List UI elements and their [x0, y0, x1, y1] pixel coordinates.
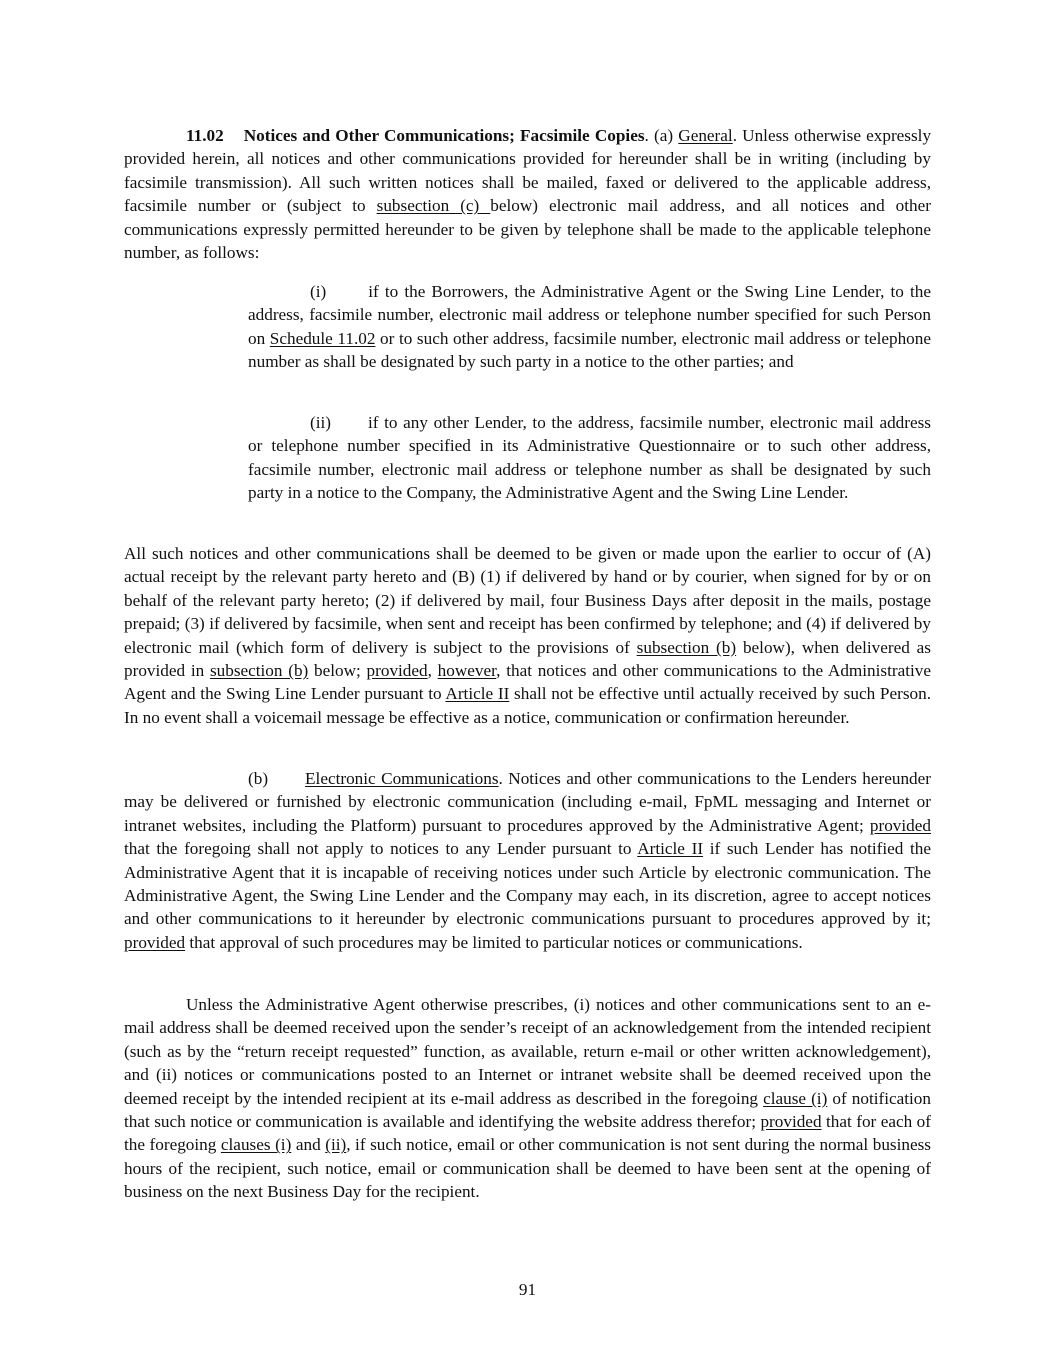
paragraph-text: that approval of such procedures may be limited to particular notices or communications.: [185, 932, 803, 952]
schedule-reference: Schedule 11.02: [269, 328, 376, 348]
paragraph-text: below) electronic mail address, and all notices and other communications expressly permitted hereunder to be given by telephone shall be made to the applicable telephone number, as follows:: [124, 196, 932, 263]
paragraph-text: , that notices and other communications to the Administrative Agent and the Swing Line Lender pursuant to: [124, 661, 932, 704]
subsection-b-label: (b): [248, 769, 269, 788]
paragraph-text: of notification that such notice or communication is available and identifying the website address therefor;: [124, 1088, 931, 1132]
page-number: 91: [518, 1280, 537, 1299]
subsection-b-reference: subsection (b): [209, 661, 309, 681]
however-term: however: [437, 661, 497, 681]
subsection-b-title: Electronic Communications: [305, 769, 499, 788]
subsection-c-reference: subsection (c): [376, 196, 491, 216]
subsection-a-title: General: [678, 126, 733, 145]
paragraph-text: , if such notice, email or other communication is not sent during the normal business hours of the recipient, such notice, email or communication shall be deemed to have been sent at the opening of business on the next Business Day for the recipient.: [124, 1135, 931, 1202]
section-number: 11.02: [186, 126, 224, 145]
article-ii-reference: Article II: [637, 839, 704, 859]
provided-term: provided: [760, 1112, 822, 1132]
provided-term: provided: [869, 815, 931, 835]
paragraph-text: below), when delivered as provided in: [124, 637, 931, 681]
paragraph-text: Unless otherwise expressly provided herein, all notices and other communications provided for hereunder shall be in writing (including by facsimile transmission). All such written notices shall be mailed, faxed or delivered to the applicable address, facsimile number or (subject to: [124, 126, 932, 216]
provided-term: provided: [124, 932, 186, 952]
paragraph-text: or to such other address, facsimile number, electronic mail address or telephone number as shall be designated by such party in a notice to the other parties; and: [248, 328, 932, 372]
subsection-b-reference: subsection (b): [636, 637, 737, 657]
section-title: Notices and Other Communications; Facsimile Copies: [243, 126, 645, 145]
clause-ii-label: (ii): [310, 413, 331, 432]
subsection-b-paragraph: [124, 767, 931, 954]
paragraph-text: All such notices and other communications shall be deemed to be given or made upon the earlier to occur of (A) actual receipt by the relevant party hereto and (B) (1) if delivered by hand or by courier, when signed for by or on behalf of the relevant party hereto; (2) if delivered by mail, four Business Days after deposit in the mails, postage prepaid; (3) if delivered by facsimile, when sent and receipt has been confirmed by telephone; and (4) if delivered by electronic mail (which form of delivery is subject to the provisions of: [124, 544, 931, 657]
paragraph-text: if to the Borrowers, the Administrative Agent or the Swing Line Lender, to the address, facsimile number, electronic mail address or telephone number specified for such Person on: [248, 282, 931, 348]
article-ii-reference: Article II: [445, 684, 510, 704]
paragraph-text: that the foregoing shall not apply to notices to any Lender pursuant to: [124, 839, 638, 859]
clause-ii-reference: (ii): [325, 1135, 347, 1155]
receipt-paragraph: [124, 993, 931, 1204]
paragraph-text: . Notices and other communications to the Lenders hereunder may be delivered or furnished by electronic communication (including e-mail, FpML messaging and Internet or intranet websites, including the Platform) pursuant to procedures approved by the Administrative Agent;: [124, 769, 931, 835]
paragraph-text: below;: [308, 661, 367, 681]
paragraph-text: shall not be effective until actually received by such Person. In no event shall a voicemail message be effective as a notice, communication or confirmation hereunder.: [124, 684, 931, 727]
clause-ii-paragraph: [248, 411, 931, 505]
paragraph-text: Unless the Administrative Agent otherwise prescribes, (i) notices and other communications sent to an e-mail address shall be deemed received upon the sender’s receipt of an acknowledgement from the intended recipient (such as by the “return receipt requested” function, as available, return e-mail or other written acknowledgement), and (ii) notices or communications posted to an Internet or intranet website shall be deemed received upon the deemed receipt by the intended recipient at its e-mail address as described in the foregoing: [124, 995, 931, 1108]
provided-term: provided: [366, 661, 428, 681]
paragraph-text: that for each of the foregoing: [124, 1112, 931, 1155]
paragraph-text: ,: [427, 661, 438, 681]
clause-i-label: (i): [310, 282, 327, 301]
clause-i-paragraph: [248, 280, 931, 374]
subsection-a-label: (a): [654, 126, 674, 145]
effectiveness-paragraph: [124, 542, 931, 729]
section-11-02-paragraph: 11.02 Notices and Other Communications; Facsimile Copies. (a) General. Unless otherwise expressly provided herein, all notices and other communications provided for hereunder shall be in writing (including by facsimile transmission). All such written notices shall be mailed, faxed or delivered to the applicable address, facsimile number or (subject to subsection (c) below) electronic mail address, and all notices and other communications expressly permitted hereunder to be given by telephone shall be made to the applicable telephone number, as follows:: [124, 126, 932, 263]
paragraph-text: if to any other Lender, to the address, facsimile number, electronic mail address or telephone number specified in its Administrative Questionnaire or to such other address, facsimile number, electronic mail address or telephone number as shall be designated by such party in a notice to the Company, the Administrative Agent and the Swing Line Lender.: [248, 413, 931, 503]
paragraph-text: and: [291, 1135, 326, 1155]
paragraph-text: if such Lender has notified the Administrative Agent that it is incapable of receiving notices under such Article by electronic communication. The Administrative Agent, the Swing Line Lender and the Company may each, in its discretion, agree to accept notices and other communications to it hereunder by electronic communications pursuant to procedures approved by it;: [124, 839, 932, 929]
clause-i-reference: clause (i): [763, 1088, 828, 1108]
clauses-i-reference: clauses (i): [220, 1135, 292, 1155]
